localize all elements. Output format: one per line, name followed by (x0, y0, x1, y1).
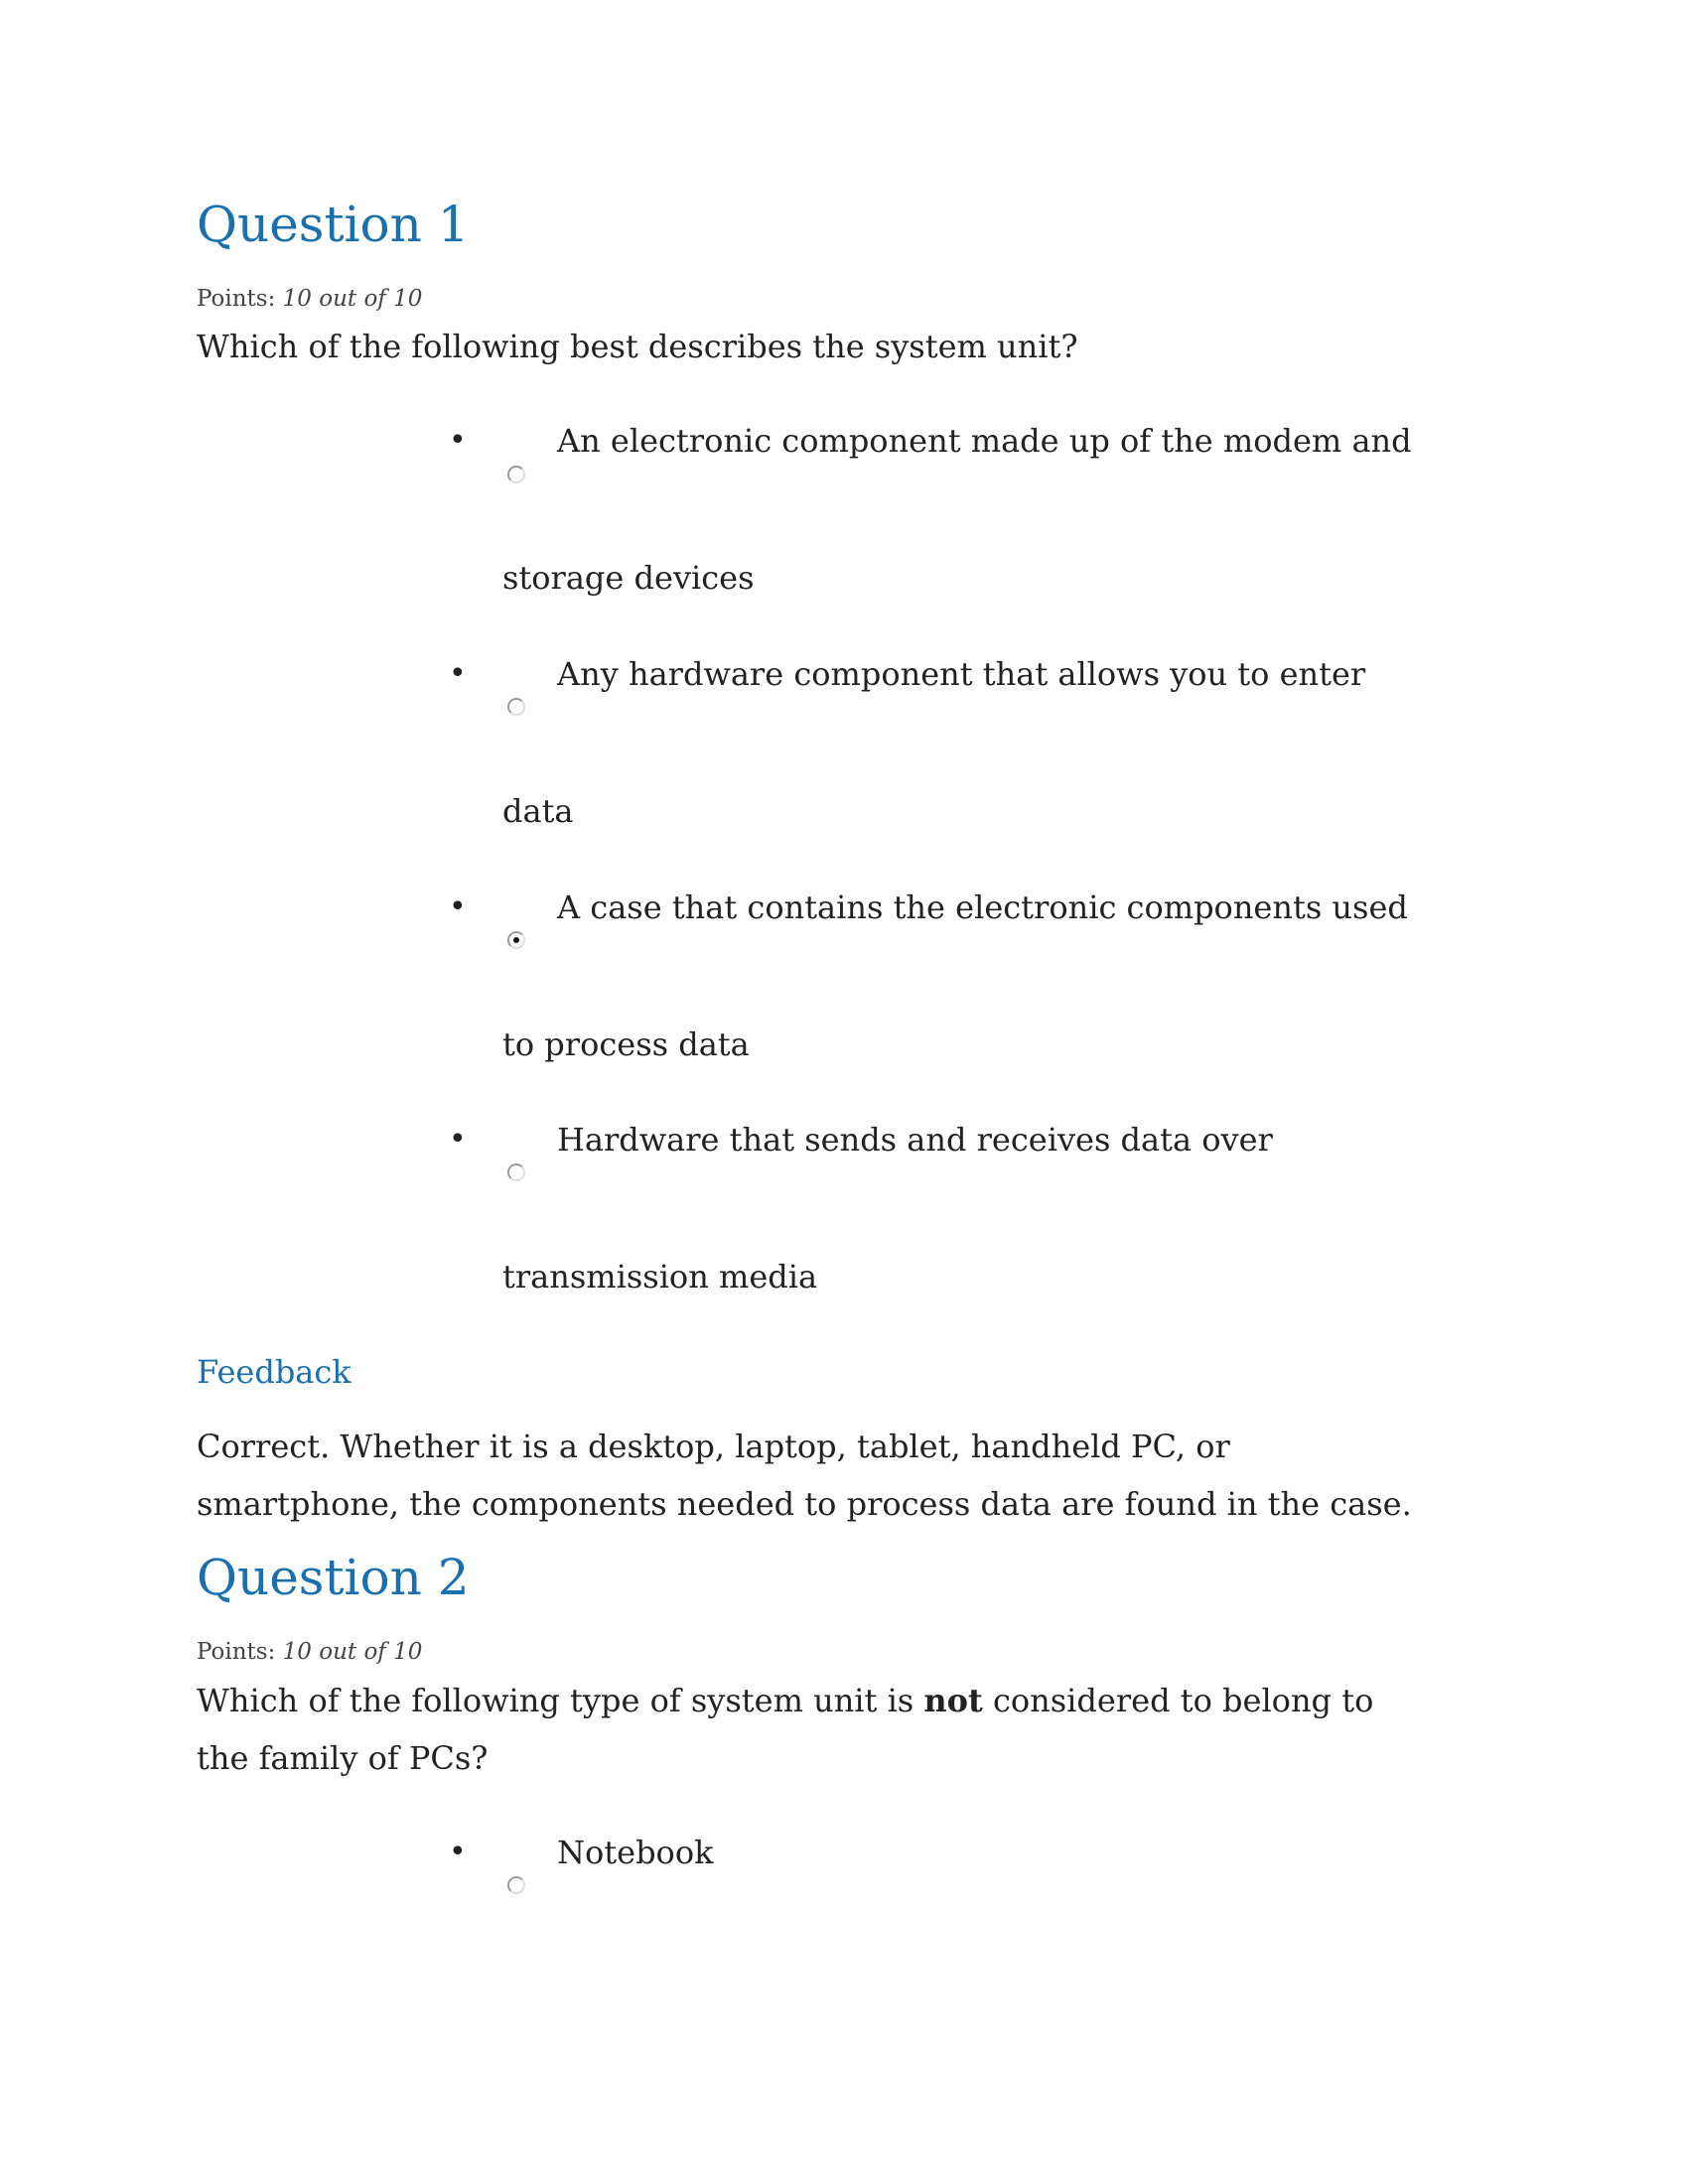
points-value: 10 out of 10 (282, 1639, 423, 1665)
points-value: 10 out of 10 (282, 286, 423, 312)
question-1-points (197, 284, 422, 314)
points-label: Points: (197, 1639, 276, 1665)
question-1-title: Question 1 (197, 196, 470, 253)
question-2-text-cont: the family of PCs? (197, 1739, 489, 1777)
question-2-text (197, 1672, 1373, 1729)
option-text: Any hardware component that allows you to enter (557, 655, 1366, 693)
question-1-text: Which of the following best describes the system unit? (197, 328, 1078, 365)
bullet-icon: • (449, 656, 467, 691)
radio-button[interactable] (507, 466, 525, 483)
bullet-icon: • (449, 1835, 467, 1869)
feedback-text-line: Correct. Whether it is a desktop, laptop, tablet, handheld PC, or (197, 1428, 1230, 1465)
feedback-text-line: smartphone, the components needed to process data are found in the case. (197, 1485, 1412, 1523)
text-bold: not (923, 1682, 983, 1719)
text-part: considered to belong to (982, 1682, 1374, 1719)
radio-button[interactable] (507, 1163, 525, 1181)
radio-button[interactable] (507, 1876, 525, 1894)
option-text-cont: storage devices (502, 559, 755, 597)
bullet-icon: • (449, 889, 467, 924)
option-text: Hardware that sends and receives data over (557, 1121, 1273, 1159)
option-text: Notebook (557, 1834, 714, 1871)
option-text: An electronic component made up of the modem and (557, 422, 1412, 460)
option-text: A case that contains the electronic components used (557, 888, 1408, 926)
question-2-title: Question 2 (197, 1549, 470, 1606)
option-text-cont: to process data (502, 1025, 750, 1063)
option-text-cont: transmission media (502, 1258, 818, 1296)
bullet-icon: • (449, 423, 467, 458)
feedback-heading: Feedback (197, 1353, 352, 1391)
radio-button[interactable] (507, 698, 525, 716)
text-part: Which of the following type of system unit is (197, 1682, 924, 1719)
points-label: Points: (197, 286, 276, 312)
option-text-cont: data (502, 792, 574, 830)
question-2-points (197, 1637, 422, 1667)
bullet-icon: • (449, 1122, 467, 1157)
radio-button-selected[interactable] (507, 931, 525, 949)
